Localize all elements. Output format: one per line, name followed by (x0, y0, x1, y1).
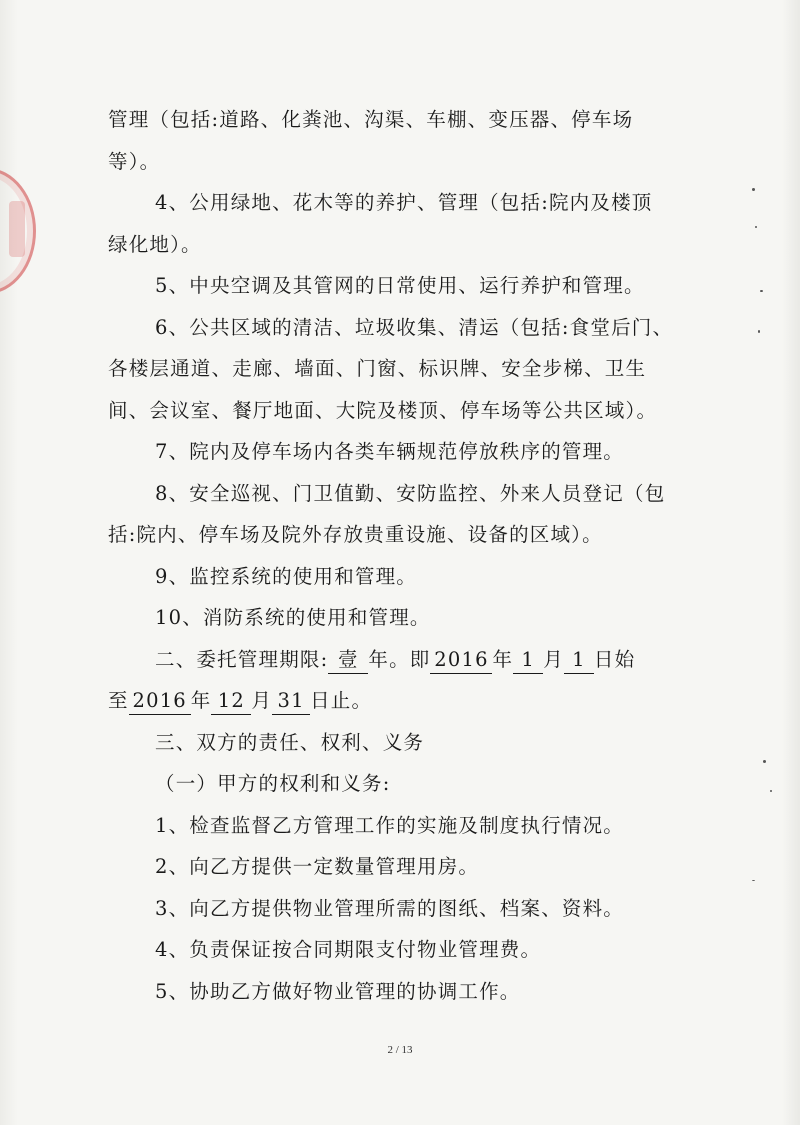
text-line: 5、中央空调及其管网的日常使用、运行养护和管理。 (155, 274, 645, 297)
text-line: 绿化地）。 (108, 232, 202, 256)
end-year-field: 2016 (129, 688, 191, 715)
text-line: 4、负责保证按合同期限支付物业管理费。 (155, 938, 542, 961)
text-line: 3、向乙方提供物业管理所需的图纸、档案、资料。 (155, 896, 625, 920)
text-line: 6、公共区域的清洁、垃圾收集、清运（包括:食堂后门、 (155, 315, 674, 339)
text-line: 括:院内、停车场及院外存放贵重设施、设备的区域）。 (108, 523, 603, 546)
term-text: 至 (108, 689, 129, 712)
scan-speck (752, 188, 755, 191)
red-seal-stamp (0, 168, 36, 294)
end-day-field: 31 (272, 688, 310, 715)
start-day-field: 1 (564, 647, 594, 674)
page-number: 2 / 13 (387, 1044, 413, 1056)
term-label: 二、委托管理期限: (155, 647, 329, 671)
text-line: 间、会议室、餐厅地面、大院及楼顶、停车场等公共区域）。 (108, 398, 658, 422)
end-month-field: 12 (211, 688, 251, 715)
scan-speck (763, 760, 766, 763)
text-line: 7、院内及停车场内各类车辆规范停放秩序的管理。 (155, 440, 625, 463)
section-heading: 三、双方的责任、权利、义务 (155, 730, 425, 754)
text-line: 各楼层通道、走廊、墙面、门窗、标识牌、安全步梯、卫生 (108, 357, 647, 380)
scan-speck (752, 880, 755, 881)
term-text: 日始 (593, 647, 636, 671)
scan-speck (758, 330, 760, 333)
term-text: 年 (492, 647, 514, 671)
start-month-field: 1 (513, 647, 543, 674)
text-line: 8、安全巡视、门卫值勤、安防监控、外来人员登记（包 (155, 481, 666, 505)
text-line: 等）。 (108, 149, 161, 173)
text-line: 2、向乙方提供一定数量管理用房。 (155, 855, 480, 878)
document-body (108, 99, 674, 1012)
subsection-heading: （一）甲方的权利和义务: (155, 772, 391, 795)
term-text: 年 (190, 689, 212, 712)
scan-speck (770, 790, 772, 792)
text-line: 4、公用绿地、花木等的养护、管理（包括:院内及楼顶 (155, 191, 653, 214)
start-year-field: 2016 (430, 647, 492, 674)
text-line: 5、协助乙方做好物业管理的协调工作。 (155, 979, 521, 1003)
term-text: 月 (543, 647, 564, 671)
term-line-2 (108, 680, 668, 722)
text-line: 10、消防系统的使用和管理。 (155, 606, 431, 629)
term-line-1 (108, 639, 668, 681)
term-text: 月 (251, 689, 273, 712)
text-line: 管理（包括:道路、化粪池、沟渠、车棚、变压器、停车场 (108, 108, 634, 131)
text-line: 9、监控系统的使用和管理。 (155, 564, 418, 588)
scan-speck (760, 290, 763, 292)
scan-speck (755, 226, 757, 228)
term-years-field: 壹 (328, 647, 368, 674)
term-text: 年。即 (368, 647, 431, 671)
term-text: 日止。 (310, 689, 373, 712)
text-line: 1、检查监督乙方管理工作的实施及制度执行情况。 (155, 813, 625, 837)
